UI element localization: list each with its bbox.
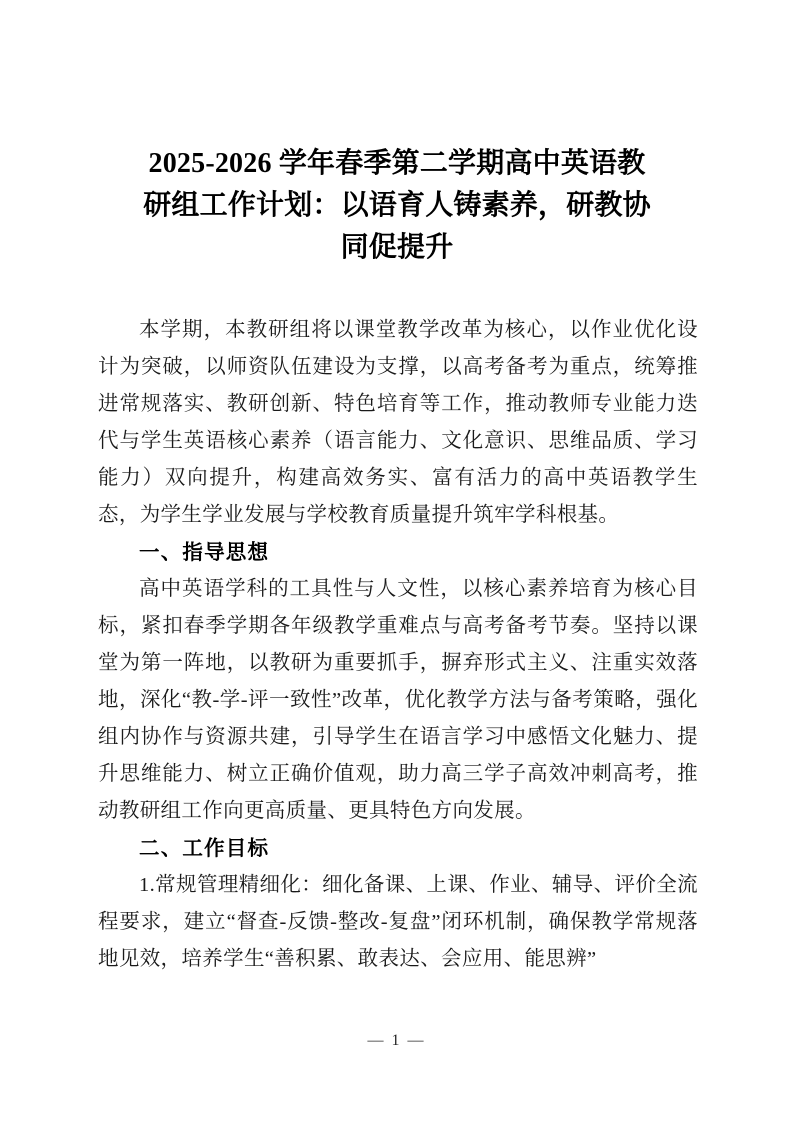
document-body (98, 312, 698, 978)
page-title-line-1: 2025-2026 学年春季第二学期高中英语教 (148, 148, 646, 179)
page-title-line-2: 研组工作计划：以语育人铸素养，研教协 (143, 190, 651, 221)
section-heading-2: 二、工作目标 (139, 837, 270, 860)
intro-paragraph: 本学期，本教研组将以课堂教学改革为核心，以作业优化设计为突破，以师资队伍建设为支撑，以高考备考为重点，统筹推进常规落实、教研创新、特色培育等工作，推动教师专业能力迭代与学生英语核心素养（语言能力、文化意识、思维品质、学习能力）双向提升，构建高效务实、富有活力的高中英语教学生态，为学生学业发展与学校教育质量提升筑牢学科根基。 (98, 319, 698, 526)
section-heading-1: 一、指导思想 (139, 541, 270, 564)
page-title (96, 143, 698, 269)
page-title-line-3: 同促提升 (340, 232, 454, 263)
page-number-footer: — 1 — (367, 1032, 426, 1049)
guiding-ideology-paragraph: 高中英语学科的工具性与人文性，以核心素养培育为核心目标，紧扣春季学期各年级教学重难点与高考备考节奏。坚持以课堂为第一阵地，以教研为重要抓手，摒弃形式主义、注重实效落地，深化“教-学-评一致性”改革，优化教学方法与备考策略，强化组内协作与资源共建，引导学生在语言学习中感悟文化魅力、提升思维能力、树立正确价值观，助力高三学子高效冲刺高考，推动教研组工作向更高质量、更具特色方向发展。 (98, 578, 698, 822)
goal-item-1-paragraph: 1.常规管理精细化：细化备课、上课、作业、辅导、评价全流程要求，建立“督查-反馈-整改-复盘”闭环机制，确保教学常规落地见效，培养学生“善积累、敢表达、会应用、能思辨” (98, 874, 698, 970)
